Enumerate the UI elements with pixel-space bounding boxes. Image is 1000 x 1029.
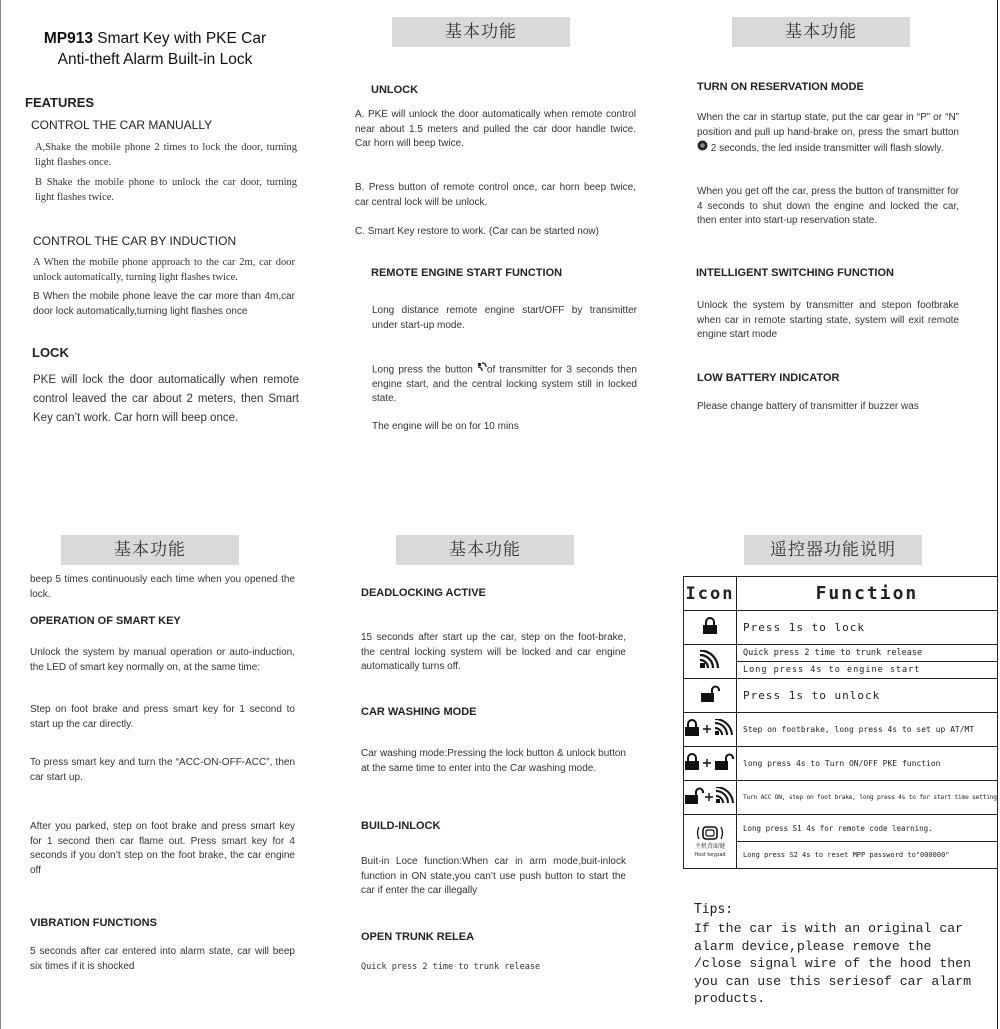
- switching-heading: INTELLIGENT SWITCHING FUNCTION: [696, 267, 894, 279]
- row-start-time: Turn ACC ON, step on foot brake, long press 4s to for start time setting: [737, 781, 998, 815]
- table-row: [684, 747, 998, 781]
- lock-heading: LOCK: [32, 345, 69, 360]
- reservation-2: When you get off the car, press the button of transmitter for 4 seconds to shut down the engine and locked the car, then enter into start-up reservation state.: [697, 186, 959, 226]
- tips-label: Tips:: [694, 902, 734, 917]
- trunk-text: Quick press 2 time to trunk release: [361, 962, 541, 972]
- continued-text: beep 5 times continuously each time when you opened the lock.: [30, 574, 295, 600]
- model-number: MP913: [43, 30, 93, 47]
- remote-start-2: [372, 362, 637, 407]
- reservation-1b: 2 seconds, the led inside transmitter will flash slowly.: [710, 142, 944, 154]
- lock-plus-unlock-icon: [684, 747, 737, 781]
- unlock-icon: [684, 679, 737, 713]
- induction-b: B When the mobile phone leave the car more than 4m,car door lock automatically,turning light flashes once: [33, 291, 295, 317]
- col-icon-header: Icon: [684, 577, 737, 611]
- operation-3: To press smart key and turn the “ACC-ON-OFF-ACC”, then car start up.: [30, 757, 295, 783]
- section-header: 基本功能: [396, 535, 574, 565]
- deadlock-text: 15 seconds after start up the car, step on the foot-brake, the central locking system will be locked and car engine automatically turns off.: [361, 632, 626, 672]
- inlock-heading: BUILD-INLOCK: [361, 820, 441, 832]
- operation-4: After you parked, step on foot brake and press smart key for 1 second then car flame out. Press smart key for 4 seconds if you don’t step on the foot brake, the car engine off: [30, 821, 295, 876]
- remote-start-heading: REMOTE ENGINE START FUNCTION: [371, 267, 563, 279]
- operation-heading: OPERATION OF SMART KEY: [30, 615, 181, 627]
- table-row: [684, 815, 998, 842]
- table-row: [684, 611, 998, 645]
- lock-icon: [684, 611, 737, 645]
- row-atmt: Step on footbrake, long press 4s to set up AT/MT: [737, 713, 998, 747]
- manual-heading: CONTROL THE CAR MANUALLY: [31, 118, 213, 132]
- title-line2: Anti-theft Alarm Built-in Lock: [57, 51, 253, 68]
- doc-title: [20, 28, 290, 70]
- reservation-heading: TURN ON RESERVATION MODE: [697, 81, 864, 93]
- switching-text: Unlock the system by transmitter and stepon footbrake when car in remote starting state, system will exit remote engine start mode: [697, 300, 959, 340]
- battery-heading: LOW BATTERY INDICATOR: [697, 372, 840, 384]
- operation-2: Step on foot brake and press smart key for 1 second to start up the car directly.: [30, 704, 295, 730]
- unlock-heading: UNLOCK: [371, 84, 419, 96]
- host-key-icon: [684, 815, 737, 869]
- table-row: [684, 645, 998, 662]
- signal-icon: [684, 645, 737, 679]
- reservation-1: [697, 111, 959, 157]
- row-pke: long press 4s to Turn ON/OFF PKE function: [737, 747, 998, 781]
- section-header: 基本功能: [61, 535, 239, 565]
- row-reset-password: Long press S2 4s to reset MPP password to"000000": [737, 842, 998, 869]
- host-key-caption-en: Host keypad: [694, 851, 726, 858]
- remote-start-2a: Long press the button: [372, 364, 477, 376]
- vibration-text: 5 seconds after car entered into alarm state, car will beep six times if it is shocked: [30, 946, 295, 972]
- row-trunk: Quick press 2 time to trunk release: [737, 645, 998, 662]
- row-lock: Press 1s to lock: [737, 611, 998, 645]
- battery-text: Please change battery of transmitter if buzzer was: [697, 401, 919, 412]
- wash-text: Car washing mode:Pressing the lock button & unlock button at the same time to enter into the Car washing mode.: [361, 748, 626, 774]
- host-key-caption: 主机背面键: [694, 842, 725, 850]
- induction-a: A When the mobile phone approach to the car 2m, car door unlock automatically, turning light flashes twice.: [33, 257, 295, 283]
- manual-a: A,Shake the mobile phone 2 times to lock the door, turning light flashes once.: [35, 142, 297, 168]
- operation-1: Unlock the system by manual operation or auto-induction, the LED of smart key normally on, at the same time:: [30, 647, 295, 673]
- trunk-heading: OPEN TRUNK RELEA: [361, 931, 475, 943]
- function-table: [683, 576, 998, 869]
- inlock-text: Buit-in Loce function:When car in arm mode,buit-inlock function in ON state,you can’t use push button to start the car if enter the car illegally: [361, 856, 626, 896]
- remote-start-2b: of transmitter for 3 seconds then engine start, and the central locking system still in locked state.: [372, 364, 637, 405]
- deadlock-heading: DEADLOCKING ACTIVE: [361, 587, 486, 599]
- features-heading: FEATURES: [25, 95, 95, 110]
- fold-line-left: [0, 0, 1, 1029]
- manual-b: B Shake the mobile phone to unlock the car door, turning light flashes twice.: [35, 177, 297, 203]
- unlock-a: A. PKE will unlock the door automatically when remote control near about 1.5 meters and pulled the car door handle twice. Car horn will beep twice.: [355, 109, 636, 149]
- row-unlock: Press 1s to unlock: [737, 679, 998, 713]
- unlock-plus-signal-icon: [684, 781, 737, 815]
- table-row: [684, 679, 998, 713]
- signal-icon: [477, 362, 487, 378]
- unlock-b: B. Press button of remote control once, car horn beep twice, car central lock will be unlock.: [355, 182, 636, 208]
- table-header-row: [684, 577, 998, 611]
- tips-text: If the car is with an original car alarm device,please remove the /close signal wire of the hood then you can use this seriesof car alarm products.: [694, 921, 971, 1006]
- unlock-c: C. Smart Key restore to work. (Car can be started now): [355, 226, 599, 237]
- induction-heading: CONTROL THE CAR BY INDUCTION: [33, 234, 237, 248]
- fold-line-right: [997, 0, 998, 1029]
- row-code-learn: Long press S1 4s for remote code learning.: [737, 815, 998, 842]
- smart-button-icon: [697, 140, 708, 157]
- section-header: 基本功能: [732, 17, 910, 47]
- section-header: 遥控器功能说明: [744, 535, 922, 565]
- reservation-1a: When the car in startup state, put the car gear in “P” or “N” position and pull up hand-brake on, press the smart button: [697, 112, 959, 138]
- vibration-heading: VIBRATION FUNCTIONS: [30, 917, 157, 929]
- section-header: 基本功能: [392, 17, 570, 47]
- table-row: [684, 781, 998, 815]
- col-function-header: Function: [737, 577, 998, 611]
- remote-start-3: The engine will be on for 10 mins: [372, 421, 519, 432]
- remote-start-1: Long distance remote engine start/OFF by transmitter under start-up mode.: [372, 305, 637, 331]
- wash-heading: CAR WASHING MODE: [361, 706, 477, 718]
- row-engine-start: Long press 4s to engine start: [737, 662, 998, 679]
- title-line1: Smart Key with PKE Car: [92, 30, 267, 47]
- lock-text: PKE will lock the door automatically when remote control leaved the car about 2 meters, then Smart Key can’t work. Car horn will beep once.: [33, 374, 299, 424]
- lock-plus-signal-icon: [684, 713, 737, 747]
- table-row: [684, 713, 998, 747]
